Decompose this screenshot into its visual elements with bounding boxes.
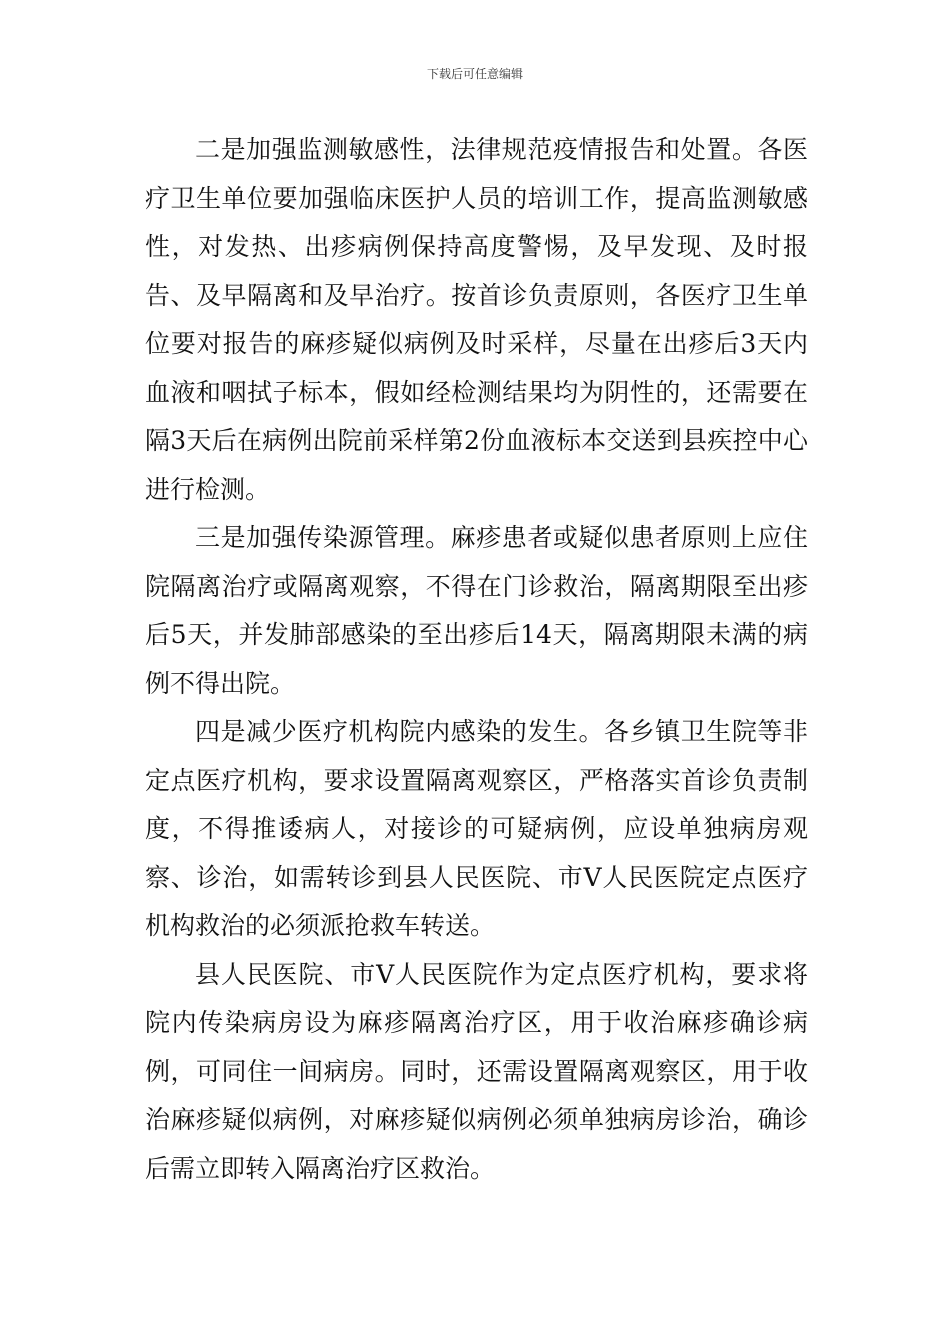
paragraph-nosocomial-infection: 四是减少医疗机构院内感染的发生。各乡镇卫生院等非定点医疗机构，要求设置隔离观察区，严格落实首诊负责制度，不得推诿病人，对接诊的可疑病例，应设单独病房观察、诊治，如需转诊到县人民医院、市Ⅴ人民医院定点医疗机构救治的必须派抢救车转送。 xyxy=(145,717,808,940)
document-body xyxy=(145,126,808,1193)
page-header-note: 下载后可任意编辑 xyxy=(426,67,523,81)
paragraph-monitoring: 二是加强监测敏感性，法律规范疫情报告和处置。各医疗卫生单位要加强临床医护人员的培训工作，提高监测敏感性，对发热、出疹病例保持高度警惕，及早发现、及时报告、及早隔离和及早治疗。按首诊负责原则，各医疗卫生单位要对报告的麻疹疑似病例及时采样，尽量在出疹后3天内血液和咽拭子标本，假如经检测结果均为阴性的，还需要在隔3天后在病例出院前采样第2份血液标本交送到县疾控中心进行检测。 xyxy=(145,135,808,504)
paragraph-designated-hospitals: 县人民医院、市Ⅴ人民医院作为定点医疗机构，要求将院内传染病房设为麻疹隔离治疗区，用于收治麻疹确诊病例，可同住一间病房。同时，还需设置隔离观察区，用于收治麻疹疑似病例，对麻疹疑似病例必须单独病房诊治，确诊后需立即转入隔离治疗区救治。 xyxy=(145,959,808,1183)
paragraph-infection-source: 三是加强传染源管理。麻疹患者或疑似患者原则上应住院隔离治疗或隔离观察，不得在门诊救治，隔离期限至出疹后5天，并发肺部感染的至出疹后14天，隔离期限未满的病例不得出院。 xyxy=(145,523,808,698)
